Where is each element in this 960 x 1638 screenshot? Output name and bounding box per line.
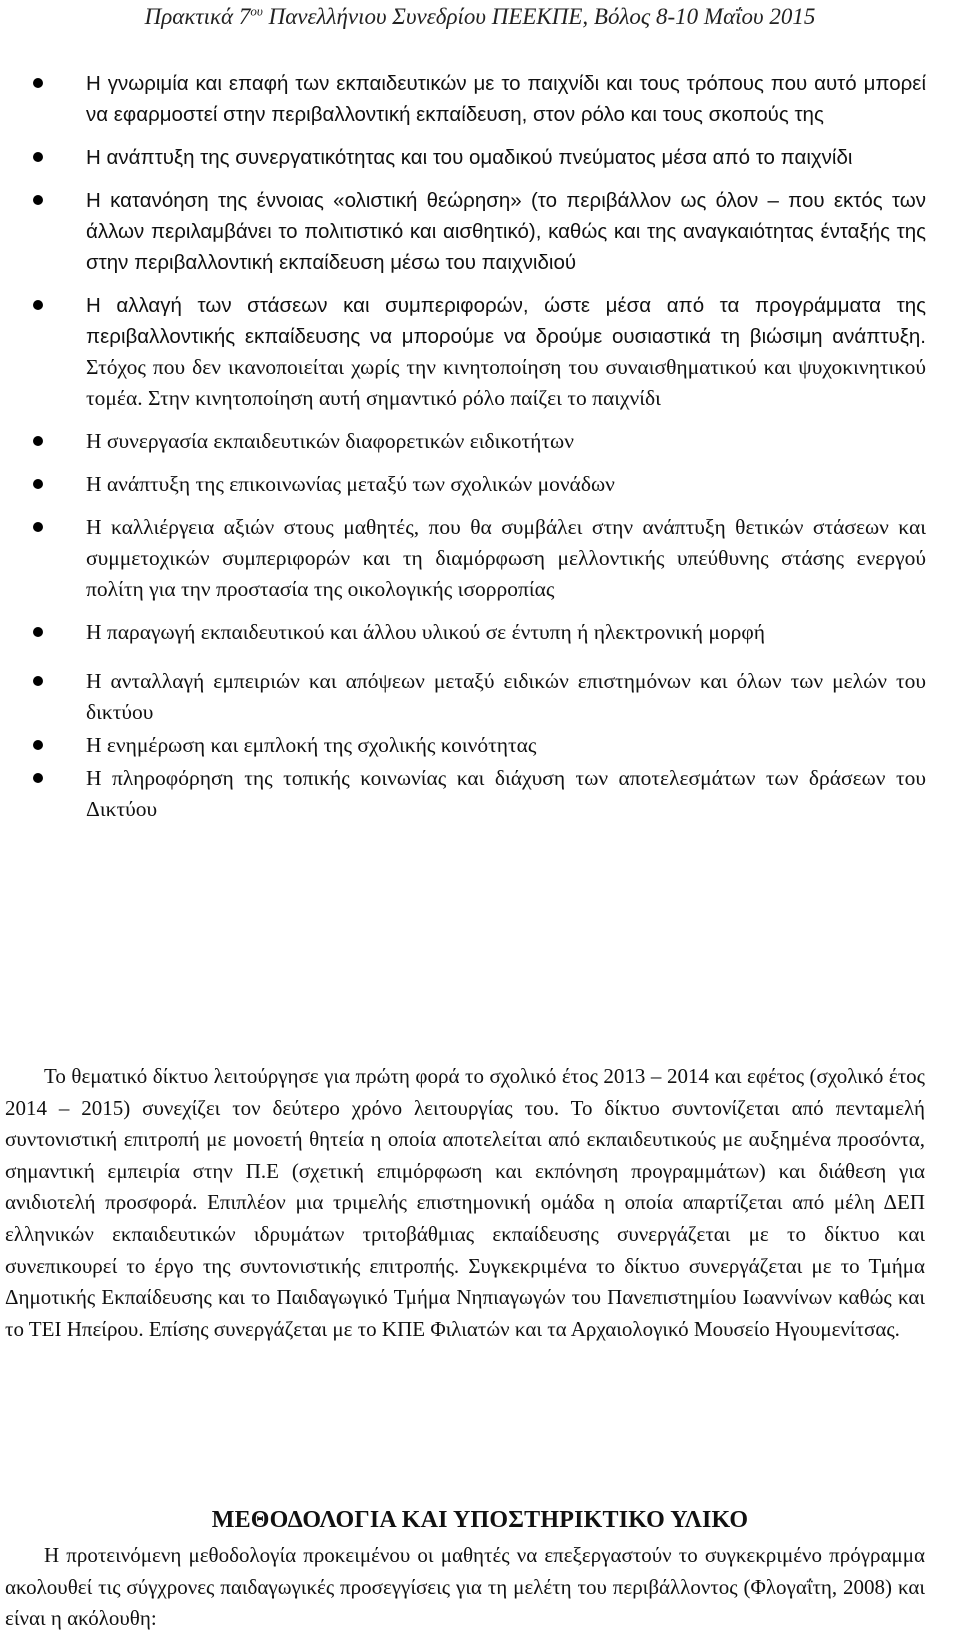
list-item-text-serif: Η καλλιέργεια αξιών στους μαθητές, που θα συμβάλει στην ανάπτυξη θετικών στάσεων και συμμετοχικών συμπεριφορών και τη διαμόρφωση μελλοντικής υπεύθυνης στάσης ενεργού πολίτη για την προστασία της οικολογικής ισορροπίας [86,515,926,601]
list-item-text-sans: Η αλλαγή των στάσεων και συμπεριφορών, ώστε μέσα από τα προγράμματα της περιβαλλοντικής εκπαίδευσης να μπορούμε να δρούμε ουσιαστικά τη βιώσιμη ανάπτυξη. [86,294,926,348]
list-item-text [86,146,852,169]
running-header-superscript: ου [250,3,263,19]
list-item-text [86,430,574,453]
list-item [0,512,960,605]
running-header [0,2,960,32]
bullet-icon [33,773,43,783]
bullet-icon [33,627,43,637]
list-item [0,730,960,761]
list-item-text [86,72,926,126]
list-item [0,142,960,173]
bullet-icon [33,78,43,88]
list-item-text [86,621,765,644]
list-item [0,617,960,648]
list-item-text [86,516,926,601]
bullet-icon [33,300,43,310]
bullet-icon [33,676,43,686]
list-item [0,763,960,825]
list-item [0,426,960,457]
bullet-icon [33,436,43,446]
list-item-text-serif: Η πληροφόρηση της τοπικής κοινωνίας και διάχυση των αποτελεσμάτων των δράσεων του Δικτύου [86,766,926,821]
list-item-text-serif: Η παραγωγή εκπαιδευτικού και άλλου υλικού σε έντυπη ή ηλεκτρονική μορφή [86,620,765,644]
bullet-icon [33,522,43,532]
list-item-text-sans: Η κατανόηση της έννοιας «ολιστική θεώρηση» (το περιβάλλον ως όλον – που εκτός των άλλων περιλαμβάνει το πολιτιστικό και αισθητικό), καθώς και της αναγκαιότητας ένταξής της στην περιβαλλοντική εκπαίδευση μέσω του παιχνιδιού [86,189,926,274]
objectives-list [0,68,960,827]
list-item-text-serif: Η ανάπτυξη της επικοινωνίας μεταξύ των σχολικών μονάδων [86,472,615,496]
list-item-text-serif: Η συνεργασία εκπαιδευτικών διαφορετικών ειδικοτήτων [86,429,574,453]
bullet-icon [33,479,43,489]
list-item-text [86,767,926,821]
list-item-text [86,670,926,724]
list-item-text-serif: Η ανταλλαγή εμπειριών και απόψεων μεταξύ ειδικών επιστημόνων και όλων των μελών του δικτύου [86,669,926,724]
list-item-text [86,734,536,757]
list-item-text-serif: Στόχος που δεν ικανοποιείται χωρίς την κινητοποίηση του συναισθηματικού και ψυχοκινητικού τομέα. Στην κινητοποίηση αυτή σημαντικό ρόλο παίζει το παιχνίδι [86,355,926,410]
list-item [0,666,960,728]
network-description-paragraph: Το θεματικό δίκτυο λειτούργησε για πρώτη φορά το σχολικό έτος 2013 – 2014 και εφέτος (σχολικό έτος 2014 – 2015) συνεχίζει τον δεύτερο χρόνο λειτουργίας του. Το δίκτυο συντονίζεται από πενταμελή συντονιστική επιτροπή με μονοετή θητεία η οποία αποτελείται από εκπαιδευτικούς με αυξημένα προσόντα, σημαντική εμπειρία στην Π.Ε (σχετική επιμόρφωση και εκπόνηση προγραμμάτων) και διάθεση για ανιδιοτελή προσφορά. Επιπλέον μια τριμελής επιστημονική ομάδα η οποία απαρτίζεται από μέλη ΔΕΠ ελληνικών εκπαιδευτικών ιδρυμάτων τριτοβάθμιας εκπαίδευσης συνεργάζεται με το δίκτυο και συνεπικουρεί το έργο της συντονιστικής επιτροπής. Συγκεκριμένα το δίκτυο συνεργάζεται με το Τμήμα Δημοτικής Εκπαίδευσης και το Παιδαγωγικό Τμήμα Νηπιαγωγών του Πανεπιστημίου Ιωαννίνων καθώς και το ΤΕΙ Ηπείρου. Επίσης συνεργάζεται με το ΚΠΕ Φιλιατών και τα Αρχαιολογικό Μουσείο Ηγουμενίτσας. [5,1064,925,1341]
list-item [0,185,960,278]
bullet-icon [33,195,43,205]
list-item-text-serif: Η ενημέρωση και εμπλοκή της σχολικής κοινότητας [86,733,537,757]
bullet-icon [33,152,43,162]
list-item-text [86,189,926,274]
list-item [0,290,960,414]
running-header-prefix: Πρακτικά 7 [144,4,251,29]
list-item-text [86,294,926,410]
bullet-icon [33,740,43,750]
list-item-text-sans: Η γνωριμία και επαφή των εκπαιδευτικών με το παιχνίδι και τους τρόπους που αυτό μπορεί να εφαρμοστεί στην περιβαλλοντική εκπαίδευση, στον ρόλο και τους σκοπούς της [86,72,926,126]
list-item-text-sans: Η ανάπτυξη της συνεργατικότητας και του ομαδικού πνεύματος μέσα από το παιχνίδι [86,146,853,169]
list-item-text [86,473,615,496]
list-item [0,469,960,500]
running-header-suffix: Πανελλήνιου Συνεδρίου ΠΕΕΚΠΕ, Βόλος 8-10 Μαΐου 2015 [262,4,816,29]
section-heading: ΜΕΘΟΔΟΛΟΓΙΑ ΚΑΙ ΥΠΟΣΤΗΡΙΚΤΙΚΟ ΥΛΙΚΟ [211,1507,749,1533]
list-item [0,68,960,130]
methodology-paragraph: Η προτεινόμενη μεθοδολογία προκειμένου οι μαθητές να επεξεργαστούν το συγκεκριμένο πρόγραμμα ακολουθεί τις σύγχρονες παιδαγωγικές προσεγγίσεις για τη μελέτη του περιβάλλοντος (Φλογαΐτη, 2008) και είναι η ακόλουθη: [5,1543,925,1631]
